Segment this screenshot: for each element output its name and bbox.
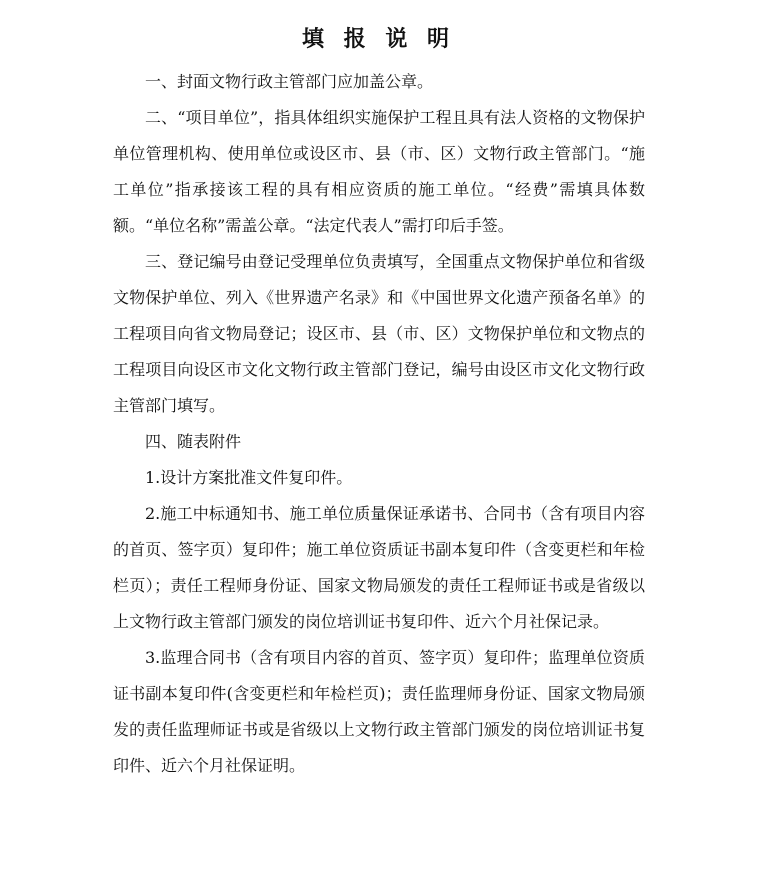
document-body: [113, 64, 645, 784]
attachment-item-2: 2.施工中标通知书、施工单位质量保证承诺书、合同书（含有项目内容的首页、签字页）复印件；施工单位资质证书副本复印件（含变更栏和年检栏页）；责任工程师身份证、国家文物局颁发的责任工程师证书或是省级以上文物行政主管部门颁发的岗位培训证书复印件、近六个月社保记录。: [113, 504, 645, 631]
paragraph-seal-requirement: 一、封面文物行政主管部门应加盖公章。: [145, 72, 434, 91]
paragraph-unit-definitions: 二、“项目单位”，指具体组织实施保护工程且具有法人资格的文物保护单位管理机构、使用单位或设区市、县（市、区）文物行政主管部门。“施工单位”指承接该工程的具有相应资质的施工单位。“经费”需填具体数额。“单位名称”需盖公章。“法定代表人”需打印后手签。: [113, 108, 645, 235]
paragraph-attachments-heading: 四、随表附件: [145, 432, 242, 451]
paragraph-registration-number: 三、登记编号由登记受理单位负责填写，全国重点文物保护单位和省级文物保护单位、列入《世界遗产名录》和《中国世界文化遗产预备名单》的工程项目向省文物局登记；设区市、县（市、区）文物保护单位和文物点的工程项目向设区市文化文物行政主管部门登记，编号由设区市文化文物行政主管部门填写。: [113, 252, 645, 415]
attachment-item-3: 3.监理合同书（含有项目内容的首页、签字页）复印件；监理单位资质证书副本复印件(含变更栏和年检栏页)；责任监理师身份证、国家文物局颁发的责任监理师证书或是省级以上文物行政主管部门颁发的岗位培训证书复印件、近六个月社保证明。: [113, 648, 645, 775]
attachment-item-1: 1.设计方案批准文件复印件。: [145, 468, 353, 487]
page-title: 填 报 说 明: [302, 27, 455, 52]
